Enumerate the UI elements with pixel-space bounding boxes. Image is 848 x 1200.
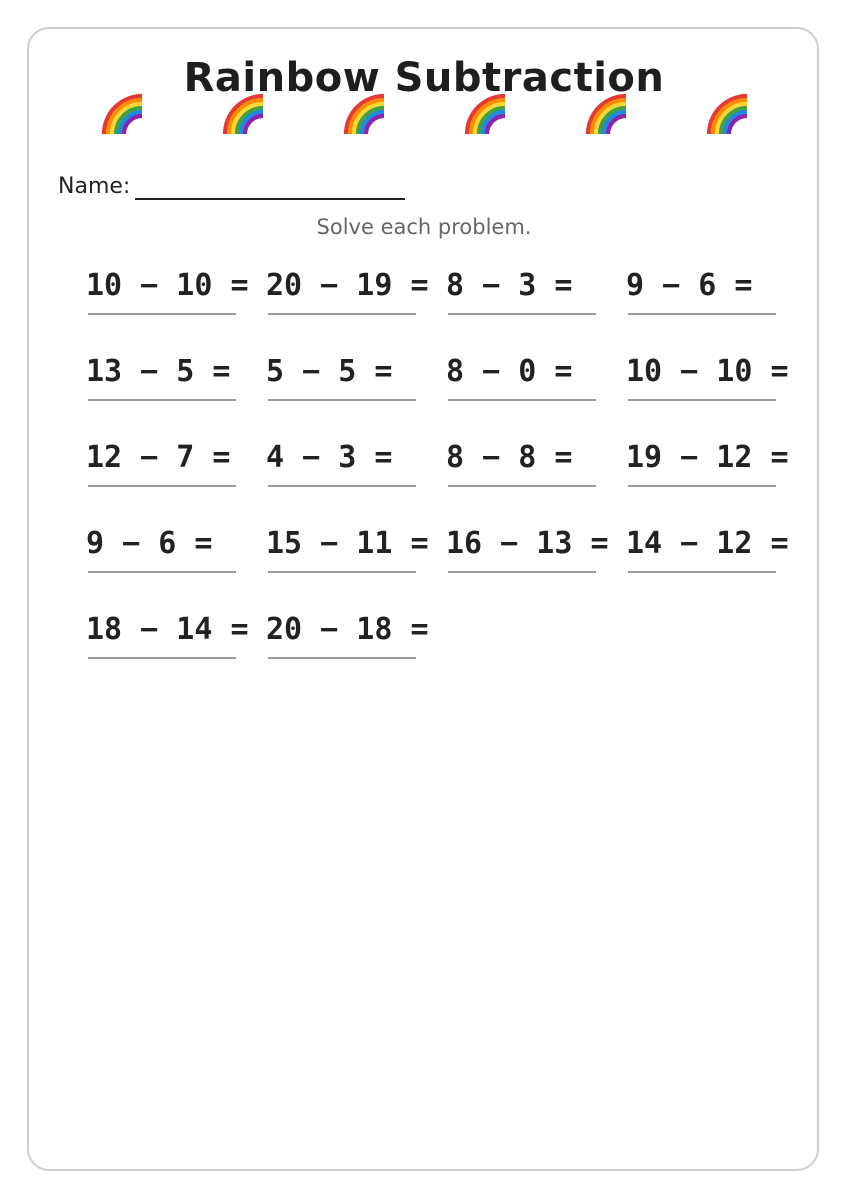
rainbow-icon xyxy=(584,92,626,134)
answer-line[interactable] xyxy=(448,399,596,401)
name-label: Name: xyxy=(58,174,131,199)
problem-item xyxy=(626,440,806,500)
answer-line[interactable] xyxy=(268,657,416,659)
problem-item xyxy=(86,354,266,414)
answer-line[interactable] xyxy=(88,571,236,573)
answer-line[interactable] xyxy=(448,485,596,487)
problem-equation: 8 − 3 = xyxy=(446,268,573,303)
problem-equation: 9 − 6 = xyxy=(86,526,213,561)
problem-equation: 18 − 14 = xyxy=(86,612,249,647)
problem-equation: 5 − 5 = xyxy=(266,354,393,389)
problem-item xyxy=(446,354,626,414)
problem-equation: 10 − 10 = xyxy=(86,268,249,303)
problem-equation: 20 − 18 = xyxy=(266,612,429,647)
problem-item xyxy=(266,612,446,672)
answer-line[interactable] xyxy=(448,313,596,315)
answer-line[interactable] xyxy=(88,485,236,487)
problem-equation: 12 − 7 = xyxy=(86,440,231,475)
rainbow-icon xyxy=(463,92,505,134)
problem-item xyxy=(446,440,626,500)
rainbow-decoration-row xyxy=(0,92,848,134)
name-field-line[interactable] xyxy=(135,198,405,200)
problem-equation: 19 − 12 = xyxy=(626,440,789,475)
worksheet-title: Rainbow Subtraction xyxy=(183,55,665,101)
problem-item xyxy=(266,268,446,328)
problem-equation: 8 − 8 = xyxy=(446,440,573,475)
answer-line[interactable] xyxy=(88,313,236,315)
problem-equation: 13 − 5 = xyxy=(86,354,231,389)
answer-line[interactable] xyxy=(268,313,416,315)
answer-line[interactable] xyxy=(268,399,416,401)
rainbow-icon xyxy=(705,92,747,134)
answer-line[interactable] xyxy=(628,485,776,487)
problem-item xyxy=(626,354,806,414)
problem-item xyxy=(446,526,626,586)
answer-line[interactable] xyxy=(88,657,236,659)
answer-line[interactable] xyxy=(628,571,776,573)
problem-equation: 8 − 0 = xyxy=(446,354,573,389)
answer-line[interactable] xyxy=(268,485,416,487)
problem-item xyxy=(86,440,266,500)
problem-item xyxy=(626,526,806,586)
problem-item xyxy=(266,440,446,500)
problem-equation: 4 − 3 = xyxy=(266,440,393,475)
answer-line[interactable] xyxy=(448,571,596,573)
problem-equation: 16 − 13 = xyxy=(446,526,609,561)
rainbow-icon xyxy=(100,92,142,134)
rainbow-icon xyxy=(342,92,384,134)
problem-item xyxy=(446,268,626,328)
problem-item xyxy=(626,268,806,328)
problem-equation: 9 − 6 = xyxy=(626,268,753,303)
answer-line[interactable] xyxy=(88,399,236,401)
rainbow-icon xyxy=(221,92,263,134)
problem-item xyxy=(266,526,446,586)
problem-item xyxy=(86,268,266,328)
answer-line[interactable] xyxy=(628,399,776,401)
problem-item xyxy=(266,354,446,414)
problem-equation: 15 − 11 = xyxy=(266,526,429,561)
problem-equation: 10 − 10 = xyxy=(626,354,789,389)
problem-item xyxy=(86,612,266,672)
answer-line[interactable] xyxy=(268,571,416,573)
answer-line[interactable] xyxy=(628,313,776,315)
instructions: Solve each problem. xyxy=(316,215,532,239)
problem-equation: 14 − 12 = xyxy=(626,526,789,561)
problem-equation: 20 − 19 = xyxy=(266,268,429,303)
problem-item xyxy=(86,526,266,586)
